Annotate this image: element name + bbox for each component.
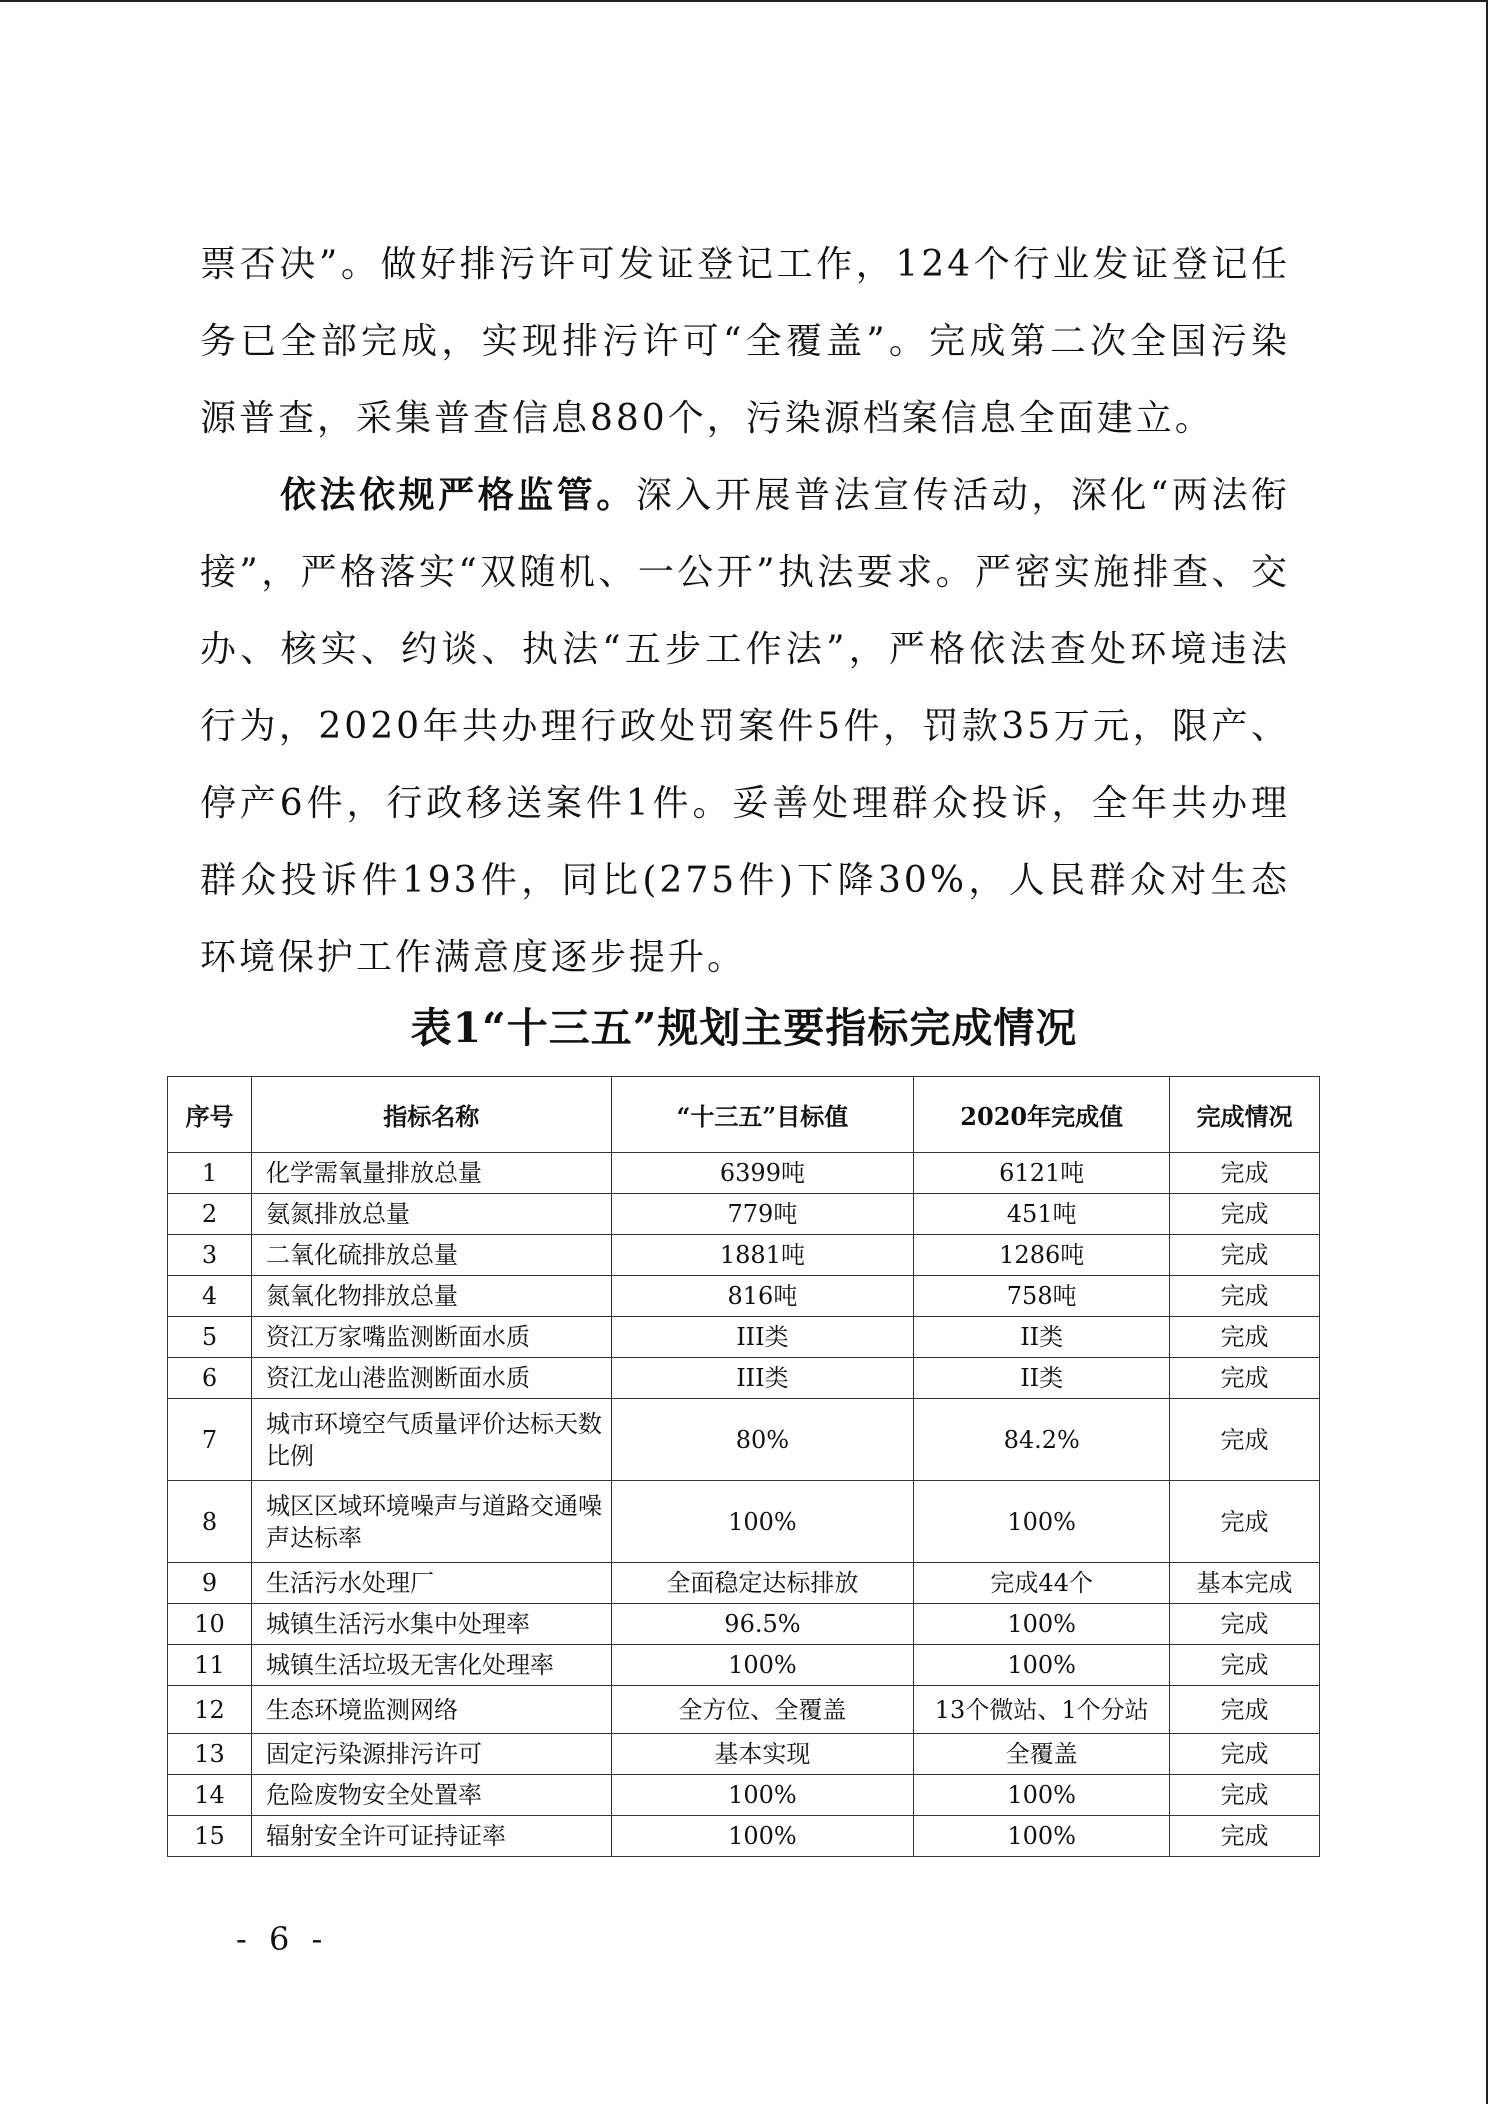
row-target: 6399吨 bbox=[611, 1153, 914, 1194]
row-status: 完成 bbox=[1170, 1686, 1320, 1734]
table-row bbox=[168, 1194, 1320, 1235]
row-actual: 100% bbox=[914, 1816, 1170, 1857]
row-actual: II类 bbox=[914, 1358, 1170, 1399]
row-no: 3 bbox=[168, 1235, 252, 1276]
table-row bbox=[168, 1399, 1320, 1481]
row-actual: 84.2% bbox=[914, 1399, 1170, 1481]
row-status: 完成 bbox=[1170, 1604, 1320, 1645]
table-row bbox=[168, 1775, 1320, 1816]
row-status: 完成 bbox=[1170, 1481, 1320, 1563]
row-name: 城镇生活污水集中处理率 bbox=[251, 1604, 611, 1645]
row-target: III类 bbox=[611, 1358, 914, 1399]
row-no: 5 bbox=[168, 1317, 252, 1358]
row-actual: 完成44个 bbox=[914, 1563, 1170, 1604]
row-target: 100% bbox=[611, 1775, 914, 1816]
row-name: 资江万家嘴监测断面水质 bbox=[251, 1317, 611, 1358]
table-header-row bbox=[168, 1077, 1320, 1153]
paragraph-2 bbox=[200, 457, 1290, 996]
row-status: 完成 bbox=[1170, 1317, 1320, 1358]
row-no: 6 bbox=[168, 1358, 252, 1399]
row-name: 城镇生活垃圾无害化处理率 bbox=[251, 1645, 611, 1686]
row-status: 完成 bbox=[1170, 1358, 1320, 1399]
row-actual: 1286吨 bbox=[914, 1235, 1170, 1276]
row-name: 城区区域环境噪声与道路交通噪声达标率 bbox=[251, 1481, 611, 1563]
row-actual: 758吨 bbox=[914, 1276, 1170, 1317]
indicators-table bbox=[167, 1076, 1320, 1857]
row-name: 生活污水处理厂 bbox=[251, 1563, 611, 1604]
paragraph-2-body: 深入开展普法宣传活动，深化“两法衔接”，严格落实“双随机、一公开”执法要求。严密实施排查、交办、核实、约谈、执法“五步工作法”，严格依法查处环境违法行为，2020年共办理行政处罚案件5件，罚款35万元，限产、停产6件，行政移送案件1件。妥善处理群众投诉，全年共办理群众投诉件193件，同比(275件)下降30%，人民群众对生态环境保护工作满意度逐步提升。 bbox=[200, 475, 1290, 978]
row-name: 生态环境监测网络 bbox=[251, 1686, 611, 1734]
table-row bbox=[168, 1317, 1320, 1358]
row-name: 氨氮排放总量 bbox=[251, 1194, 611, 1235]
table-row bbox=[168, 1276, 1320, 1317]
row-no: 9 bbox=[168, 1563, 252, 1604]
row-actual: 全覆盖 bbox=[914, 1734, 1170, 1775]
row-actual: 451吨 bbox=[914, 1194, 1170, 1235]
row-target: III类 bbox=[611, 1317, 914, 1358]
row-no: 14 bbox=[168, 1775, 252, 1816]
row-name: 化学需氧量排放总量 bbox=[251, 1153, 611, 1194]
paragraph-1: 票否决”。做好排污许可发证登记工作，124个行业发证登记任务已全部完成，实现排污许可“全覆盖”。完成第二次全国污染源普查，采集普查信息880个，污染源档案信息全面建立。 bbox=[200, 244, 1290, 439]
row-no: 7 bbox=[168, 1399, 252, 1481]
row-target: 816吨 bbox=[611, 1276, 914, 1317]
row-status: 完成 bbox=[1170, 1276, 1320, 1317]
body-text bbox=[200, 226, 1290, 996]
table-row bbox=[168, 1734, 1320, 1775]
row-actual: 6121吨 bbox=[914, 1153, 1170, 1194]
paragraph-2-lead: 依法依规严格监管。 bbox=[280, 474, 636, 516]
row-target: 基本实现 bbox=[611, 1734, 914, 1775]
page-border-top bbox=[0, 0, 1488, 2]
row-status: 基本完成 bbox=[1170, 1563, 1320, 1604]
table-row bbox=[168, 1604, 1320, 1645]
row-target: 全面稳定达标排放 bbox=[611, 1563, 914, 1604]
row-name: 城市环境空气质量评价达标天数比例 bbox=[251, 1399, 611, 1481]
table-row bbox=[168, 1481, 1320, 1563]
row-no: 4 bbox=[168, 1276, 252, 1317]
row-target: 100% bbox=[611, 1816, 914, 1857]
row-name: 辐射安全许可证持证率 bbox=[251, 1816, 611, 1857]
row-target: 100% bbox=[611, 1481, 914, 1563]
row-target: 全方位、全覆盖 bbox=[611, 1686, 914, 1734]
row-status: 完成 bbox=[1170, 1816, 1320, 1857]
row-name: 固定污染源排污许可 bbox=[251, 1734, 611, 1775]
page-number: - 6 - bbox=[236, 1920, 329, 1958]
row-actual: 100% bbox=[914, 1604, 1170, 1645]
row-name: 危险废物安全处置率 bbox=[251, 1775, 611, 1816]
table-row bbox=[168, 1686, 1320, 1734]
row-status: 完成 bbox=[1170, 1734, 1320, 1775]
row-name: 氮氧化物排放总量 bbox=[251, 1276, 611, 1317]
header-name: 指标名称 bbox=[251, 1077, 611, 1153]
row-no: 2 bbox=[168, 1194, 252, 1235]
table-row bbox=[168, 1235, 1320, 1276]
table-row bbox=[168, 1153, 1320, 1194]
row-no: 1 bbox=[168, 1153, 252, 1194]
row-no: 13 bbox=[168, 1734, 252, 1775]
table-title: 表1“十三五”规划主要指标完成情况 bbox=[410, 1004, 1078, 1052]
row-status: 完成 bbox=[1170, 1775, 1320, 1816]
row-target: 100% bbox=[611, 1645, 914, 1686]
table-row bbox=[168, 1563, 1320, 1604]
row-actual: 13个微站、1个分站 bbox=[914, 1686, 1170, 1734]
row-status: 完成 bbox=[1170, 1399, 1320, 1481]
header-status: 完成情况 bbox=[1170, 1077, 1320, 1153]
row-no: 11 bbox=[168, 1645, 252, 1686]
row-name: 资江龙山港监测断面水质 bbox=[251, 1358, 611, 1399]
row-target: 779吨 bbox=[611, 1194, 914, 1235]
row-target: 96.5% bbox=[611, 1604, 914, 1645]
row-no: 10 bbox=[168, 1604, 252, 1645]
row-actual: 100% bbox=[914, 1481, 1170, 1563]
row-name: 二氧化硫排放总量 bbox=[251, 1235, 611, 1276]
row-status: 完成 bbox=[1170, 1645, 1320, 1686]
table-row bbox=[168, 1645, 1320, 1686]
row-status: 完成 bbox=[1170, 1194, 1320, 1235]
row-target: 1881吨 bbox=[611, 1235, 914, 1276]
row-status: 完成 bbox=[1170, 1235, 1320, 1276]
row-actual: 100% bbox=[914, 1645, 1170, 1686]
row-status: 完成 bbox=[1170, 1153, 1320, 1194]
row-actual: II类 bbox=[914, 1317, 1170, 1358]
header-target: “十三五”目标值 bbox=[611, 1077, 914, 1153]
row-target: 80% bbox=[611, 1399, 914, 1481]
row-no: 15 bbox=[168, 1816, 252, 1857]
row-actual: 100% bbox=[914, 1775, 1170, 1816]
header-no: 序号 bbox=[168, 1077, 252, 1153]
header-actual: 2020年完成值 bbox=[914, 1077, 1170, 1153]
table-row bbox=[168, 1816, 1320, 1857]
row-no: 12 bbox=[168, 1686, 252, 1734]
table-row bbox=[168, 1358, 1320, 1399]
row-no: 8 bbox=[168, 1481, 252, 1563]
